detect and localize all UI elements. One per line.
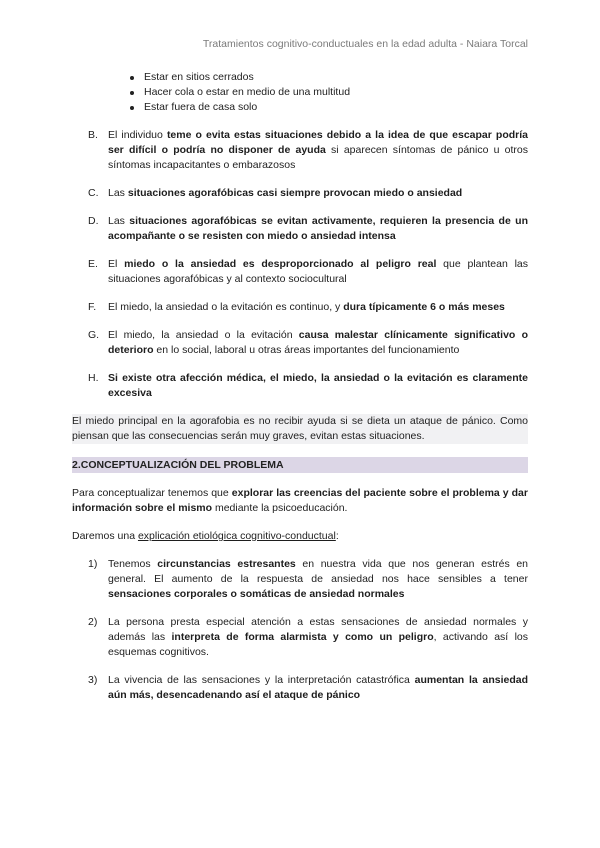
criterion-text: que plantean las situaciones agorafóbicas y al contexto sociocultural: [108, 258, 528, 285]
step-1: [72, 557, 528, 602]
criterion-h: [72, 371, 528, 401]
paragraph-text: Para conceptualizar tenemos que: [72, 487, 232, 499]
criterion-text: Las: [108, 215, 130, 227]
criterion-text: El miedo, la ansiedad o la evitación es continuo, y: [108, 301, 344, 313]
paragraph-text: Daremos una: [72, 530, 138, 542]
step-number: 2): [88, 616, 98, 628]
highlighted-note: El miedo principal en la agorafobia es no recibir ayuda si se dieta un ataque de pánico. Como piensan que las consecuencias serán muy graves, evitan estas situaciones.: [72, 415, 528, 442]
criterion-e: [72, 257, 528, 287]
list-item: Estar en sitios cerrados: [128, 70, 528, 85]
criterion-bold: situaciones agorafóbicas se evitan activamente, requieren la presencia de un acompañante o se resisten con miedo o ansiedad intensa: [108, 215, 528, 242]
criterion-c: [72, 186, 528, 201]
intro-paragraph: [72, 486, 528, 516]
step-number: 3): [88, 674, 98, 686]
criterion-bold: miedo o la ansiedad es desproporcionado al peligro real: [124, 258, 437, 270]
step-2: [72, 615, 528, 660]
criterion-bold: situaciones agorafóbicas casi siempre provocan miedo o ansiedad: [127, 187, 463, 199]
section-heading: 2.CONCEPTUALIZACIÓN DEL PROBLEMA: [72, 457, 528, 473]
paragraph-text: :: [335, 530, 339, 542]
document-body: [72, 70, 528, 716]
criterion-letter: D.: [88, 215, 99, 227]
step-number: 1): [88, 558, 98, 570]
criterion-f: [72, 300, 528, 315]
step-bold: circunstancias estresantes: [157, 558, 296, 570]
criterion-bold: Si existe otra afección médica, el miedo, la ansiedad o la evitación es claramente excesiva: [108, 372, 528, 399]
step-bold: aumentan la ansiedad aún más, desencadenando así el ataque de pánico: [108, 674, 529, 701]
criterion-text: El: [108, 258, 125, 270]
criterion-letter: H.: [88, 372, 99, 384]
criterion-text: Las: [108, 187, 128, 199]
criterion-letter: C.: [88, 187, 99, 199]
list-item: Estar fuera de casa solo: [128, 100, 528, 115]
criterion-bold: teme o evita estas situaciones debido a la idea de que escapar podría ser difícil o podría no disponer de ayuda: [108, 129, 528, 156]
step-bold: interpreta de forma alarmista y como un peligro: [171, 631, 434, 643]
criterion-letter: F.: [88, 301, 97, 313]
paragraph-text: mediante la psicoeducación.: [212, 502, 348, 514]
situations-list: [128, 70, 528, 115]
step-text: La persona presta especial atención a estas sensaciones de ansiedad normales y además las: [108, 616, 528, 643]
criterion-bold: causa malestar clínicamente significativo o deterioro: [108, 329, 528, 356]
step-text: , activando así los esquemas cognitivos.: [108, 631, 529, 658]
step-bold: sensaciones corporales o somáticas de ansiedad normales: [108, 588, 405, 600]
step-text: La vivencia de las sensaciones y la interpretación catastrófica: [108, 674, 415, 686]
criterion-bold: dura típicamente 6 o más meses: [343, 301, 505, 313]
step-3: [72, 673, 528, 703]
step-text: en nuestra vida que nos generan estrés en general. El aumento de la respuesta de ansiedad nos hace sensibles a tener: [108, 558, 528, 585]
page-header: Tratamientos cognitivo-conductuales en la edad adulta - Naiara Torcal: [202, 38, 528, 50]
criterion-text: El miedo, la ansiedad o la evitación: [108, 329, 299, 341]
criterion-text: si aparecen síntomas de pánico u otros síntomas incapacitantes o embarazosos: [108, 144, 528, 171]
list-item: Hacer cola o estar en medio de una multitud: [128, 85, 528, 100]
criterion-text: El individuo: [108, 129, 167, 141]
paragraph-bold: explorar las creencias del paciente sobre el problema y dar información sobre el mismo: [72, 487, 528, 514]
step-text: Tenemos: [108, 558, 158, 570]
criterion-text: en lo social, laboral u otras áreas importantes del funcionamiento: [153, 344, 460, 356]
criterion-d: [72, 214, 528, 244]
criterion-letter: G.: [88, 329, 100, 341]
explanation-paragraph: [72, 529, 528, 544]
underlined-text: explicación etiológica cognitivo-conductual: [137, 530, 336, 542]
criterion-letter: B.: [88, 129, 98, 141]
criterion-b: [72, 128, 528, 173]
criterion-g: [72, 328, 528, 358]
criterion-letter: E.: [88, 258, 98, 270]
